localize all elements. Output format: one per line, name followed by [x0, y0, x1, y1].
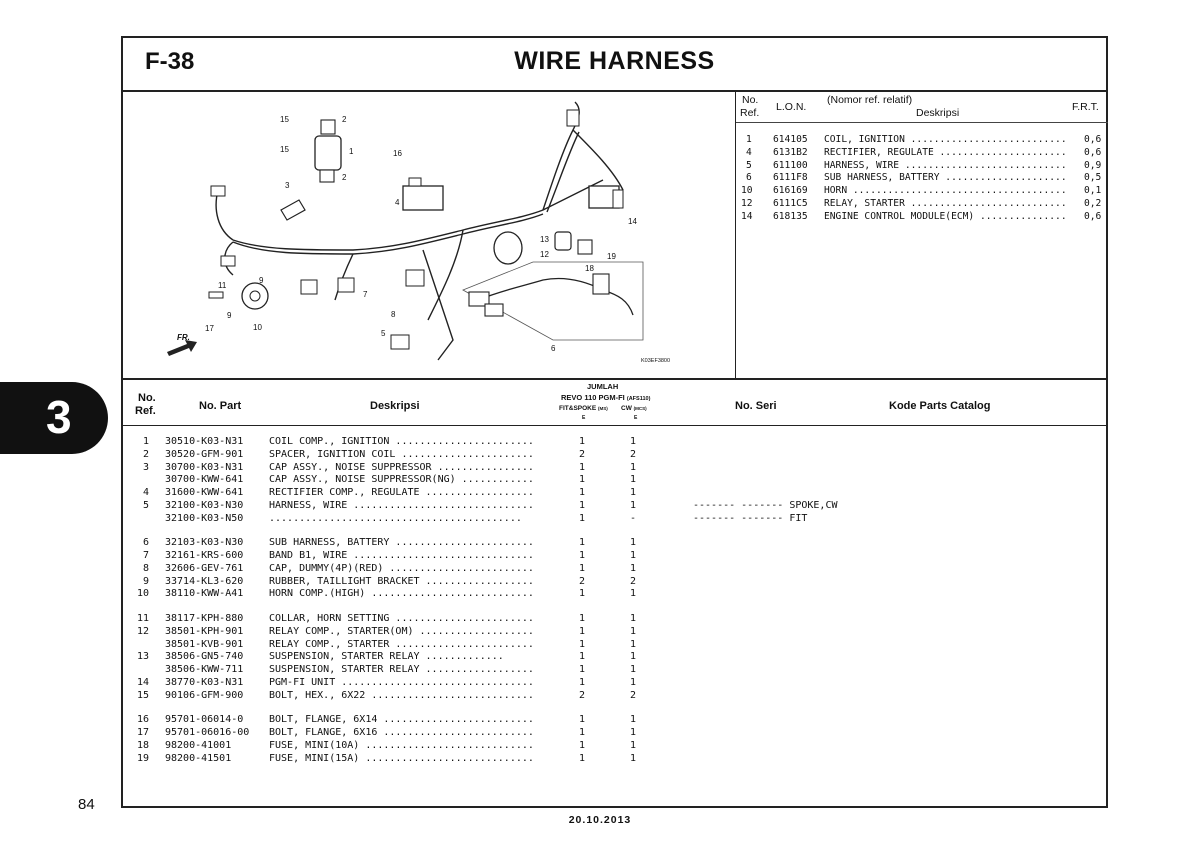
- callout: 18: [585, 264, 594, 273]
- parts-header-kode: Kode Parts Catalog: [889, 400, 991, 412]
- table-row: 4 31600-KWW-641 RECTIFIER COMP., REGULATE .................. 1 1: [143, 487, 637, 498]
- table-row: 9 33714-KL3-620 RUBBER, TAILLIGHT BRACKET .................. 2 2: [143, 575, 637, 587]
- figure-frame: [121, 36, 1108, 808]
- table-row: 7 32161-KRS-600 BAND B1, WIRE .............................. 1 1: [143, 550, 637, 561]
- lon-header-no: No.: [742, 94, 759, 106]
- callout: 9: [259, 276, 264, 285]
- figure-title: WIRE HARNESS: [514, 47, 715, 75]
- table-row: 19 98200-41501 FUSE, MINI(15A) ............................ 1 1: [137, 752, 637, 764]
- lon-table: [736, 90, 1108, 378]
- parts-group: [123, 537, 1106, 601]
- table-row: 10 38110-KWW-A41 HORN COMP.(HIGH) ........................... 1 1: [137, 588, 637, 600]
- callout: 1: [349, 147, 354, 156]
- lon-header-nomor: (Nomor ref. relatif): [827, 94, 913, 106]
- callout: 15: [280, 145, 289, 154]
- parts-header-col1-sub: E: [582, 415, 586, 421]
- callout: 10: [253, 323, 262, 332]
- callout: 3: [285, 181, 290, 190]
- callout: 16: [393, 149, 402, 158]
- parts-header-part: No. Part: [199, 400, 242, 412]
- table-row: 16 95701-06014-0 BOLT, FLANGE, 6X14 ......................... 1 1: [137, 714, 637, 726]
- table-row: 38506-KWW-711 SUSPENSION, STARTER RELAY .................. 1 1: [165, 664, 637, 675]
- parts-header-col2-sub: E: [634, 415, 638, 421]
- parts-header-col1: FIT&SPOKE (MS): [559, 405, 608, 412]
- lon-row: 4 6131B2 RECTIFIER, REGULATE ...................... 0,6: [746, 146, 1102, 158]
- table-row: 32100-K03-N50 .......................................... 1 - ------- ------- FIT: [165, 512, 808, 524]
- parts-header-model: REVO 110 PGM-FI (AFS110): [561, 393, 651, 402]
- callout: 8: [391, 310, 396, 319]
- callout: 4: [395, 198, 400, 207]
- parts-group: [123, 436, 1106, 525]
- diagram-code: K03EF3800: [641, 358, 671, 364]
- callout: 5: [381, 329, 386, 338]
- callout: 9: [227, 311, 232, 320]
- callout: 11: [218, 281, 227, 290]
- callout: 15: [280, 115, 289, 124]
- table-row: 2 30520-GFM-901 SPACER, IGNITION COIL ...................... 2 2: [143, 448, 637, 460]
- page-number: 84: [78, 796, 95, 813]
- callout: 17: [205, 324, 214, 333]
- table-row: 12 38501-KPH-901 RELAY COMP., STARTER(OM) ................... 1 1: [137, 625, 637, 637]
- callout: 12: [540, 250, 549, 259]
- wire-harness-illustration: [123, 90, 735, 378]
- table-row: 1 30510-K03-N31 COIL COMP., IGNITION ....................... 1 1: [143, 436, 637, 447]
- exploded-diagram: [123, 90, 736, 378]
- table-row: 18 98200-41001 FUSE, MINI(10A) ............................ 1 1: [137, 739, 637, 751]
- table-row: 30700-KWW-641 CAP ASSY., NOISE SUPPRESSOR(NG) ............ 1 1: [165, 474, 637, 486]
- parts-header-jumlah: JUMLAH: [587, 382, 619, 391]
- lon-row: 14 618135 ENGINE CONTROL MODULE(ECM) ............... 0,6: [741, 210, 1102, 222]
- lon-header-lon: L.O.N.: [776, 101, 807, 113]
- table-row: 38501-KVB-901 RELAY COMP., STARTER ....................... 1 1: [165, 638, 637, 650]
- callout: 2: [342, 173, 347, 182]
- lon-row: 12 6111C5 RELAY, STARTER ........................... 0,2: [741, 197, 1102, 209]
- parts-group: [123, 714, 1106, 765]
- lon-row: 5 611100 HARNESS, WIRE ............................ 0,9: [746, 159, 1102, 171]
- callout: 13: [540, 235, 549, 244]
- callout: 6: [551, 344, 556, 353]
- parts-header: [123, 378, 1106, 426]
- figure-number: F-38: [145, 48, 195, 75]
- table-row: 14 38770-K03-N31 PGM-FI UNIT ................................ 1 1: [137, 676, 637, 688]
- lon-header-ref: Ref.: [740, 107, 760, 119]
- callout: 19: [607, 252, 616, 261]
- callout: 7: [363, 290, 368, 299]
- lon-row: 1 614105 COIL, IGNITION ........................... 0,6: [746, 134, 1102, 145]
- parts-header-ref: Ref.: [135, 405, 156, 417]
- table-row: 8 32606-GEV-761 CAP, DUMMY(4P)(RED) ........................ 1 1: [143, 562, 637, 574]
- lon-header-rule: [736, 122, 1108, 123]
- section-number: 3: [46, 391, 72, 443]
- table-row: 3 30700-K03-N31 CAP ASSY., NOISE SUPPRESSOR ................ 1 1: [143, 461, 637, 473]
- parts-group: [123, 613, 1106, 702]
- table-row: 17 95701-06016-00 BOLT, FLANGE, 6X16 ......................... 1 1: [137, 727, 637, 738]
- section-tab: [0, 382, 108, 454]
- callout: 2: [342, 115, 347, 124]
- parts-header-no: No.: [138, 392, 156, 404]
- table-row: 5 32100-K03-N30 HARNESS, WIRE .............................. 1 1 ------- ------- SPOKE,CW: [143, 499, 838, 511]
- parts-header-col2: CW (MCS): [621, 405, 647, 412]
- table-row: 13 38506-GN5-740 SUSPENSION, STARTER RELAY ............. 1 1: [137, 651, 637, 663]
- lon-row: 6 6111F8 SUB HARNESS, BATTERY ..................... 0,5: [746, 172, 1102, 184]
- parts-list: [123, 436, 1106, 765]
- parts-header-desc: Deskripsi: [370, 400, 420, 412]
- table-row: 11 38117-KPH-880 COLLAR, HORN SETTING ....................... 1 1: [137, 613, 637, 624]
- lon-header-frt: F.R.T.: [1072, 101, 1099, 113]
- lon-header-desc: Deskripsi: [916, 107, 960, 119]
- figure-header: [123, 38, 1106, 92]
- footer-date: 20.10.2013: [568, 814, 632, 826]
- callout: 14: [628, 217, 637, 226]
- front-direction-label: FR.: [177, 333, 190, 342]
- parts-header-seri: No. Seri: [735, 400, 777, 412]
- lon-row: 10 616169 HORN ..................................... 0,1: [741, 185, 1102, 197]
- table-row: 6 32103-K03-N30 SUB HARNESS, BATTERY ....................... 1 1: [143, 537, 637, 549]
- table-row: 15 90106-GFM-900 BOLT, HEX., 6X22 ........................... 2 2: [137, 689, 637, 701]
